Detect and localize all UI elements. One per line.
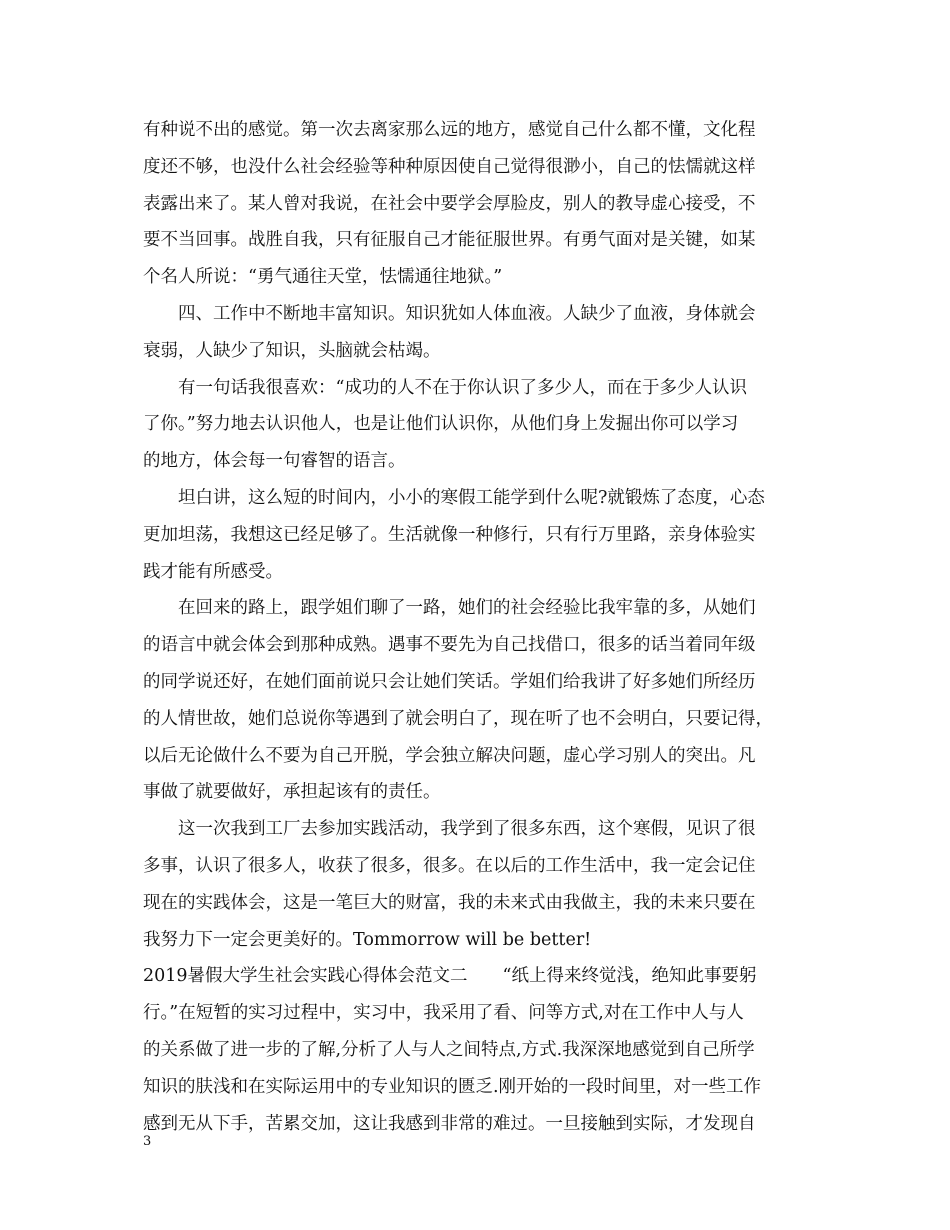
- text-line: 有一句话我很喜欢：“成功的人不在于你认识了多少人，而在于多少人认识: [178, 377, 747, 398]
- text-line: 的人情世故，她们总说你等遇到了就会明白了，现在听了也不会明白，只要记得，: [143, 708, 773, 729]
- text-line: 感到无从下手，苦累交加，这让我感到非常的难过。一旦接触到实际，才发现自: [143, 1113, 756, 1134]
- text-line: 多事，认识了很多人，收获了很多，很多。在以后的工作生活中，我一定会记住: [143, 855, 756, 876]
- text-line: 表露出来了。某人曾对我说，在社会中要学会厚脸皮，别人的教导虚心接受，不: [143, 193, 756, 214]
- text-line: 这一次我到工厂去参加实践活动，我学到了很多东西，这个寒假，见识了很: [178, 819, 756, 840]
- text-line: 现在的实践体会，这是一笔巨大的财富，我的未来式由我做主，我的未来只要在: [143, 892, 756, 913]
- text-line: 衰弱，人缺少了知识，头脑就会枯竭。: [143, 340, 441, 361]
- text-line: 我努力下一定会更美好的。Tommorrow will be better!: [143, 929, 592, 950]
- text-line: 更加坦荡，我想这已经足够了。生活就像一种修行，只有行万里路，亲身体验实: [143, 524, 756, 545]
- text-line: 知识的肤浅和在实际运用中的专业知识的匮乏.刚开始的一段时间里，对一些工作: [143, 1076, 762, 1097]
- text-line: 的同学说还好，在她们面前说只会让她们笑话。学姐们给我讲了好多她们所经历: [143, 671, 756, 692]
- text-line: 践才能有所感受。: [143, 561, 283, 582]
- text-line: 行。”在短暂的实习过程中，实习中，我采用了看、问等方式,对在工作中人与人: [143, 1003, 744, 1024]
- text-line: 在回来的路上，跟学姐们聊了一路，她们的社会经验比我牢靠的多，从她们: [178, 598, 756, 619]
- text-line: 有种说不出的感觉。第一次去离家那么远的地方，感觉自己什么都不懂，文化程: [143, 120, 756, 140]
- text-line: 个名人所说：“勇气通往天堂，怯懦通往地狱。”: [143, 267, 503, 288]
- text-line: 度还不够，也没什么社会经验等种种原因使自己觉得很渺小，自己的怯懦就这样: [143, 156, 756, 177]
- text-line: 四、工作中不断地丰富知识。知识犹如人体血液。人缺少了血液，身体就会: [178, 303, 756, 324]
- text-line: 坦白讲，这么短的时间内，小小的寒假工能学到什么呢?就锻炼了态度，心态: [178, 487, 765, 508]
- text-line: 2019暑假大学生社会实践心得体会范文二 “纸上得来终觉浅，绝知此事要躬: [143, 966, 757, 987]
- document-body: [143, 112, 813, 1142]
- text-line: 事做了就要做好，承担起该有的责任。: [143, 782, 441, 803]
- text-line: 的地方，体会每一句睿智的语言。: [143, 451, 406, 472]
- text-line: 以后无论做什么不要为自己开脱，学会独立解决问题，虚心学习别人的突出。凡: [143, 745, 756, 766]
- text-line: 的关系做了进一步的了解,分析了人与人之间特点,方式.我深深地感觉到自己所学: [143, 1039, 755, 1060]
- page-number: 3: [143, 1134, 152, 1149]
- text-line: 要不当回事。战胜自我，只有征服自己才能征服世界。有勇气面对是关键，如某: [143, 230, 756, 251]
- text-line: 的语言中就会体会到那种成熟。遇事不要先为自己找借口，很多的话当着同年级: [143, 635, 756, 656]
- text-line: 了你。”努力地去认识他人，也是让他们认识你，从他们身上发掘出你可以学习: [143, 414, 739, 435]
